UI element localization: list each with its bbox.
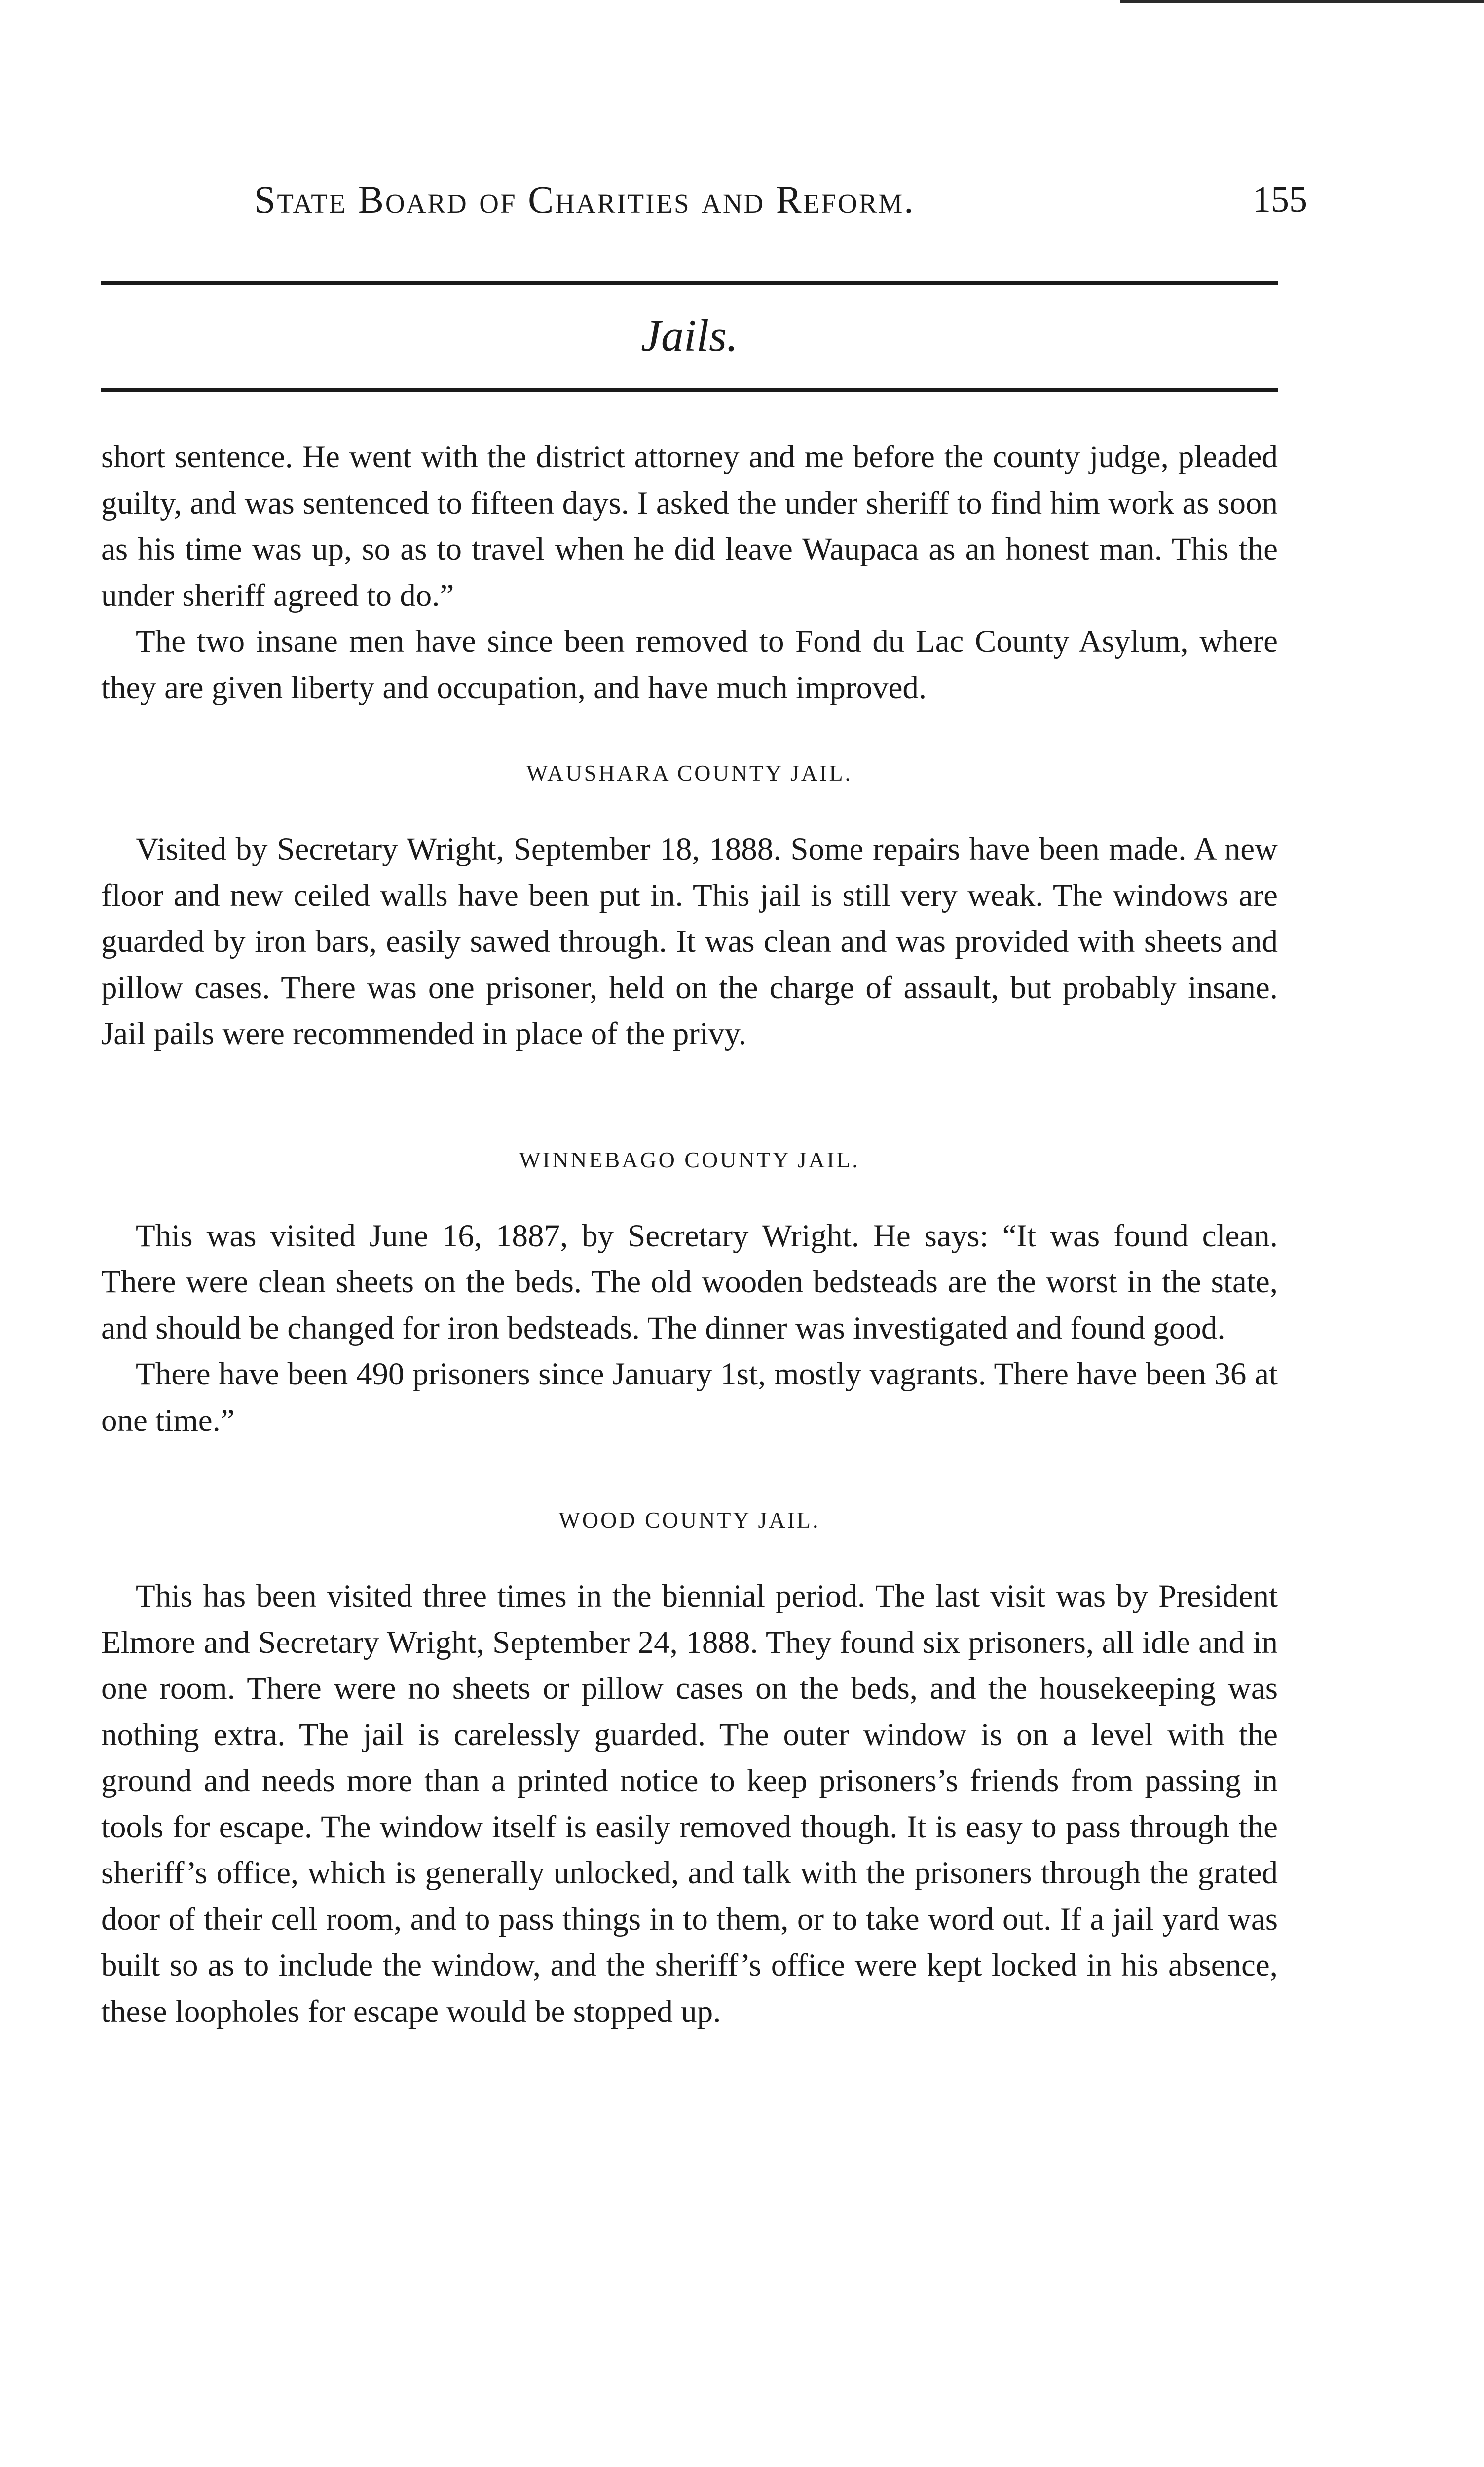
heading-wood-county-jail: WOOD COUNTY JAIL.: [558, 1507, 820, 1533]
running-head: State Board of Charities and Reform.: [254, 178, 915, 221]
paragraph-winnebago-visit: This was visited June 16, 1887, by Secretary Wright. He says: “It was found clean. There were clean sheets on the beds. The old wooden bedsteads are the worst in the state, and should be changed for iron bedsteads. The dinner was investigated and found good.: [101, 1218, 1278, 1346]
paragraph-winnebago-prisoners: There have been 490 prisoners since January 1st, mostly vagrants. There have been 36 at one time.”: [101, 1356, 1278, 1438]
header-rule-bottom: [101, 388, 1278, 392]
section-title: Jails.: [641, 310, 738, 361]
header-rule-top: [101, 281, 1278, 285]
page-edge-line: [1120, 0, 1484, 3]
paragraph-wood: This has been visited three times in the biennial period. The last visit was by President Elmore and Secretary Wright, September 24, 1888. They found six prisoners, all idle and in one room. There were no sheets or pillow cases on the beds, and the housekeeping was nothing extra. The jail is carelessly guarded. The outer window is on a level with the ground and needs more than a printed notice to keep prisoners’s friends from passing in tools for escape. The window itself is easily removed though. It is easy to pass through the sheriff’s office, which is generally unlocked, and talk with the prisoners through the grated door of their cell room, and to pass things in to them, or to take word out. If a jail yard was built so as to include the window, and the sheriff’s office were kept locked in his absence, these loopholes for escape would be stopped up.: [101, 1578, 1278, 2029]
paragraph-waushara: Visited by Secretary Wright, September 18, 1888. Some repairs have been made. A new floor and new ceiled walls have been put in. This jail is still very weak. The windows are guarded by iron bars, easily sawed through. It was clean and was provided with sheets and pillow cases. There was one prisoner, held on the charge of assault, but probably insane. Jail pails were recommended in place of the privy.: [101, 831, 1278, 1051]
paragraph-continuation: short sentence. He went with the district attorney and me before the county judge, pleaded guilty, and was sentenced to fifteen days. I asked the under sheriff to find him work as soon as his time was up, so as to travel when he did leave Waupaca as an honest man. This the under sheriff agreed to do.”: [101, 439, 1278, 613]
heading-waushara-county-jail: WAUSHARA COUNTY JAIL.: [526, 760, 853, 785]
page-number: 155: [1253, 180, 1307, 220]
body-text: [101, 434, 1278, 2035]
paragraph-insane-men: The two insane men have since been removed to Fond du Lac County Asylum, where they are given liberty and occupation, and have much improved.: [101, 624, 1278, 706]
heading-winnebago-county-jail: WINNEBAGO COUNTY JAIL.: [519, 1147, 860, 1172]
